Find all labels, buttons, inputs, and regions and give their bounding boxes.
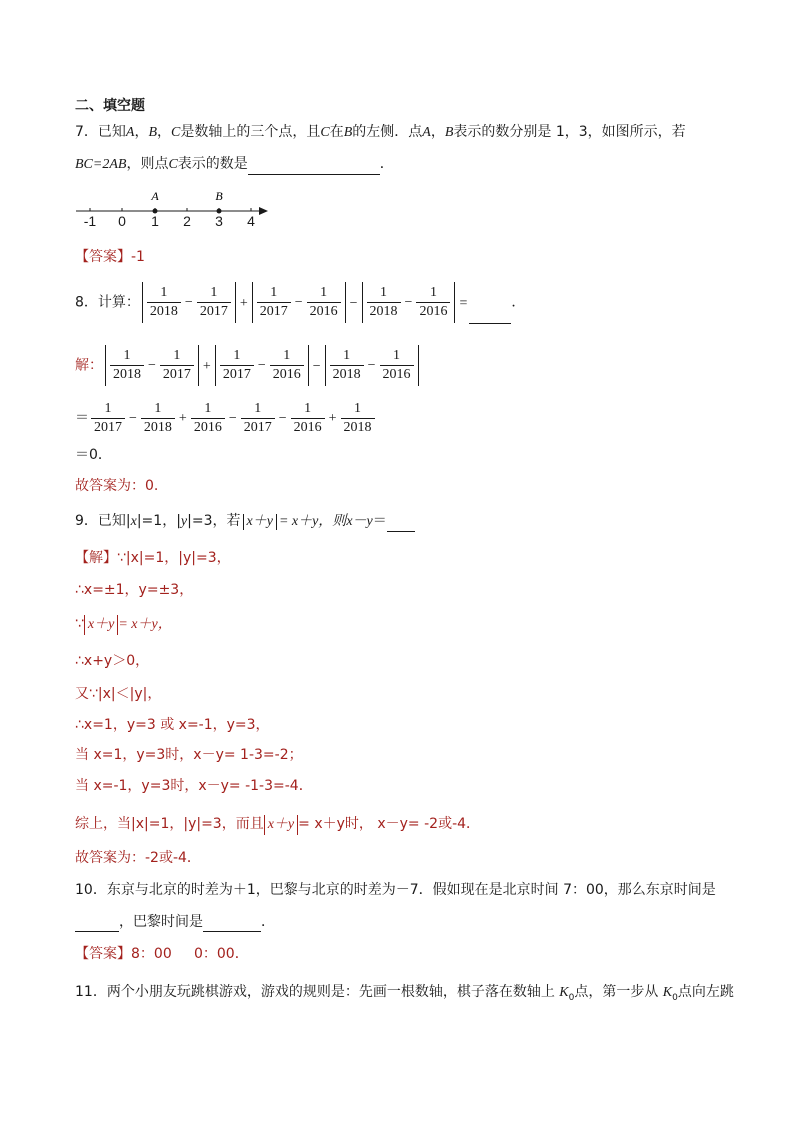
point-b-label: B xyxy=(215,189,223,203)
question-8-solution-line-2: ＝ $\frac{1}{2017}$ − $\frac{1}{2018}$ + $\frac{1}{2016}$ − $\frac{1}{2017}$ − $\frac{1}{2016}$ + $\frac{1}{2018}$ xyxy=(75,398,377,439)
tick-label: 4 xyxy=(247,213,255,229)
tick-label: 0 xyxy=(118,213,126,229)
answer-blank xyxy=(203,917,261,932)
answer-blank xyxy=(75,917,119,932)
question-8-stem: 8．计算： $\frac{1}{2018}$ − $\frac{1}{2017}$ + $\frac{1}{2017}$ − $\frac{1}{2016}$ − $\frac{1}{2018}$ − $\frac{1}{2016}$ = ． xyxy=(75,282,525,324)
question-9-solution-3: ∵ x＋y = x＋y， xyxy=(75,614,172,635)
question-9-solution-7: 当 x=1，y=3时，x－y= 1-3=-2； xyxy=(75,747,303,763)
question-11-stem: 11．两个小朋友玩跳棋游戏，游戏的规则是：先画一根数轴，棋子落在数轴上 $K_0$点，第一步从 $K_0$点向左跳 xyxy=(75,984,734,1003)
answer-blank xyxy=(469,303,511,324)
question-10-line-1: 10．东京与北京的时差为＋1，巴黎与北京的时差为－7．假如现在是北京时间 7：00，那么东京时间是 xyxy=(75,882,716,898)
question-7-line-2: BC=2AB，则点C表示的数是 ． xyxy=(75,154,394,175)
question-9-solution-5: 又∵|x|＜|y|， xyxy=(75,686,162,702)
tick-label: 2 xyxy=(183,213,191,229)
question-9-solution-9: 综上，当|x|=1，|y|=3，而且 x＋y = x＋y时， x－y= -2或-4． xyxy=(75,814,480,835)
question-9-answer: 故答案为：-2或-4． xyxy=(75,850,201,866)
section-title: 二、填空题 xyxy=(75,98,145,114)
tick-label: 1 xyxy=(151,213,159,229)
question-9-solution-1: 【解】∵|x|=1，|y|=3， xyxy=(75,550,231,566)
answer-blank xyxy=(248,160,380,175)
question-7-answer: 【答案】-1 xyxy=(75,249,145,265)
question-9-stem: 9．已知|x|=1，|y|=3，若 x＋y = x＋y，则x－y＝ xyxy=(75,511,415,532)
question-10-answer: 【答案】8：00 0：00． xyxy=(75,946,249,962)
question-10-line-2: ，巴黎时间是 ． xyxy=(75,912,275,932)
answer-blank xyxy=(387,517,415,532)
tick-label: 3 xyxy=(215,213,223,229)
question-9-solution-6: ∴x=1，y=3 或 x=-1，y=3， xyxy=(75,717,270,733)
number-line xyxy=(70,188,275,232)
question-7-line-1: 7．已知A，B，C是数轴上的三个点，且C在B的左侧．点A，B表示的数分别是 1，3，如图所示，若 xyxy=(75,124,686,140)
question-9-solution-8: 当 x=-1，y=3时，x－y= -1-3=-4． xyxy=(75,778,313,794)
question-8-answer: 故答案为：0. xyxy=(75,478,159,494)
question-8-solution-line-3: ＝0． xyxy=(75,447,112,463)
question-8-solution-line-1: 解： $\frac{1}{2018}$ − $\frac{1}{2017}$ + $\frac{1}{2017}$ − $\frac{1}{2016}$ − $\frac{1}{2018}$ − $\frac{1}{2016}$ xyxy=(75,345,421,387)
question-9-solution-2: ∴x=±1，y=±3， xyxy=(75,582,194,598)
point-a-label: A xyxy=(151,189,159,203)
tick-label: -1 xyxy=(83,213,97,229)
axis-arrow xyxy=(259,207,268,215)
question-9-solution-4: ∴x+y＞0， xyxy=(75,653,150,669)
